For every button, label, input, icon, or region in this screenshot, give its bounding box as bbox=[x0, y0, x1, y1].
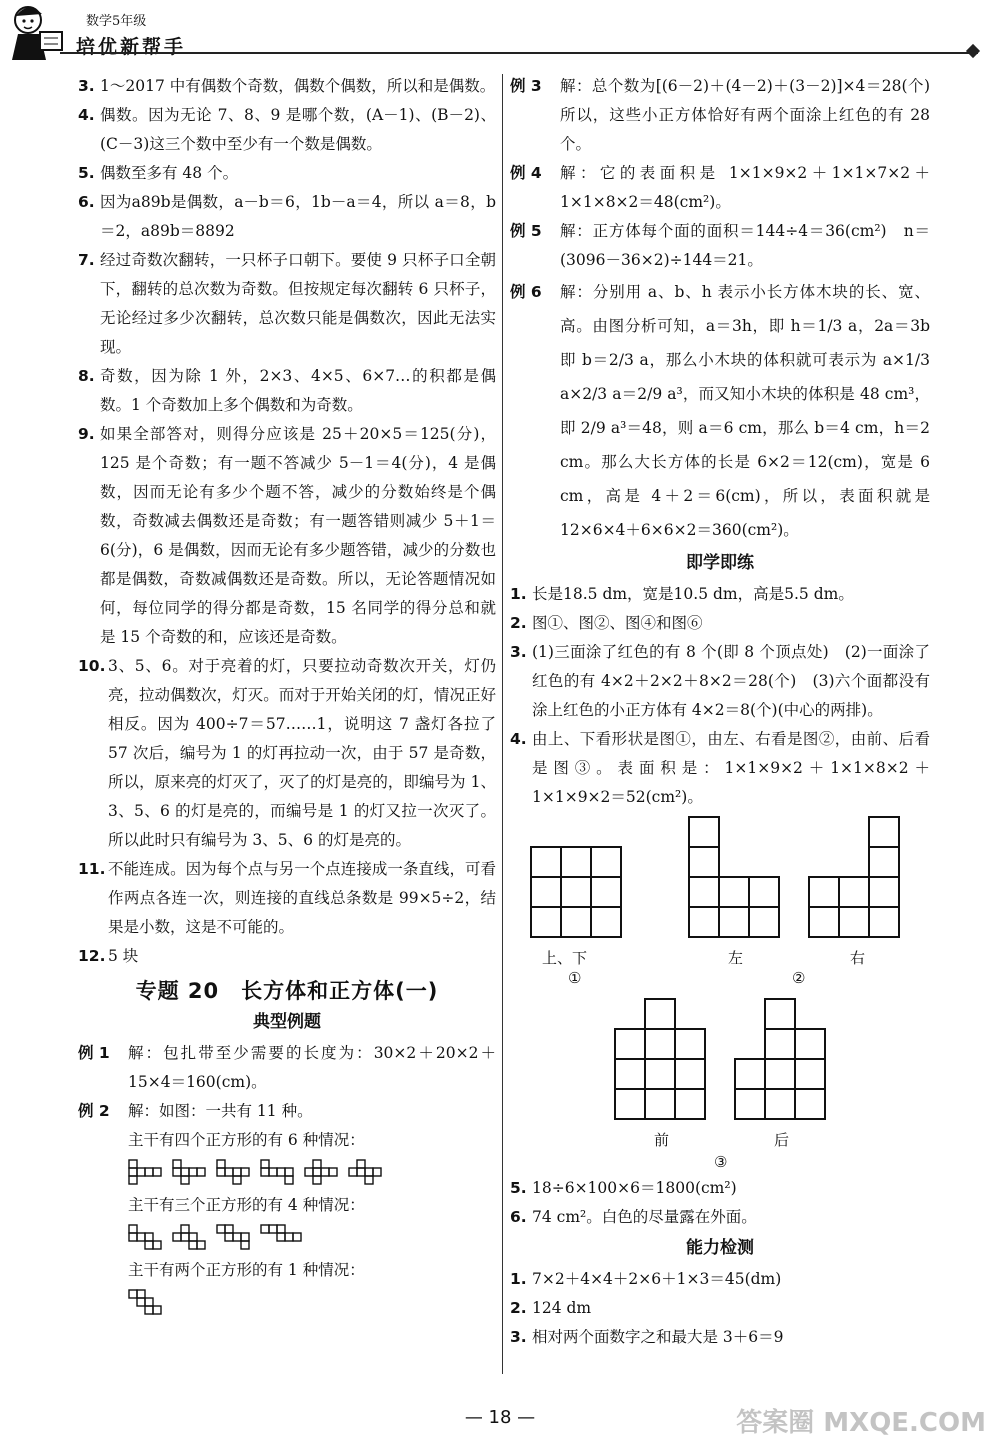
cube-net-drawing bbox=[128, 1159, 162, 1185]
net-square bbox=[189, 1168, 197, 1176]
practice-item: 2. 图①、图②、图④和图⑥ bbox=[510, 614, 703, 632]
net-square bbox=[173, 1233, 181, 1241]
left-column bbox=[78, 72, 496, 1321]
column-divider bbox=[502, 74, 503, 1374]
net-square bbox=[181, 1168, 189, 1176]
case-caption: 主干有三个正方形的有 4 种情况： bbox=[128, 1196, 365, 1214]
net-square bbox=[277, 1225, 285, 1233]
answer-item: 5. 偶数至多有 48 个。 bbox=[78, 164, 239, 182]
net-square bbox=[365, 1168, 373, 1176]
ability-item: 3. 相对两个面数字之和最大是 3＋6＝9 bbox=[510, 1328, 784, 1346]
example-item: 例 1 解：包扎带至少需要的长度为：30×2＋20×2＋15×4＝160(cm)。 bbox=[78, 1044, 496, 1091]
net-square bbox=[217, 1160, 225, 1168]
cube-net-drawing bbox=[128, 1224, 162, 1250]
net-square bbox=[145, 1168, 153, 1176]
topic-title: 专题 20 长方体和正方体(一) bbox=[135, 979, 439, 1003]
cube-net-drawing bbox=[348, 1159, 382, 1185]
case-caption: 主干有两个正方形的有 1 种情况： bbox=[128, 1261, 365, 1279]
fig-label-top-bottom: 上、下 bbox=[542, 949, 588, 967]
net-square bbox=[217, 1168, 225, 1176]
net-square bbox=[129, 1160, 137, 1168]
net-square bbox=[181, 1233, 189, 1241]
net-square bbox=[225, 1233, 233, 1241]
case-caption: 主干有四个正方形的有 6 种情况： bbox=[128, 1131, 365, 1149]
section-heading: 典型例题 bbox=[253, 1012, 321, 1032]
net-square bbox=[129, 1225, 137, 1233]
net-square bbox=[285, 1233, 293, 1241]
fig-number-1: ① bbox=[568, 969, 582, 987]
net-square bbox=[233, 1168, 241, 1176]
net-square bbox=[305, 1168, 313, 1176]
header-rule bbox=[60, 52, 978, 54]
grade-label: 数学5年级 bbox=[86, 14, 147, 29]
fig-number-3: ③ bbox=[714, 1153, 728, 1171]
ability-item: 1. 7×2＋4×4＋2×6＋1×3＝45(dm) bbox=[510, 1270, 782, 1288]
practice-item: 4. 由上、下看形状是图①，由左、右看是图②，由前、后看是图③。表面积是：1×1×9×2＋1×1×8×2＋1×1×9×2＝52(cm²)。 bbox=[510, 730, 930, 806]
example-item: 例 5 解：正方体每个面的面积＝144÷4＝36(cm²) n＝(3096－36×2)÷144＝21。 bbox=[510, 222, 930, 269]
net-shapes-row bbox=[128, 1224, 496, 1256]
fig-label-back: 后 bbox=[774, 1131, 790, 1149]
view-front-figure bbox=[614, 998, 708, 1122]
net-square bbox=[181, 1225, 189, 1233]
net-square bbox=[145, 1233, 153, 1241]
net-square bbox=[285, 1176, 293, 1184]
answer-item: 12. 5 块 bbox=[78, 947, 139, 965]
view-back-figure bbox=[734, 998, 828, 1122]
net-square bbox=[197, 1241, 205, 1249]
net-square bbox=[137, 1298, 145, 1306]
practice-item: 5. 18÷6×100×6＝1800(cm²) bbox=[510, 1179, 737, 1197]
watermark-logo: 答案圈 MXQE.COM bbox=[736, 1408, 986, 1438]
net-square bbox=[129, 1176, 137, 1184]
answer-item: 3. 1～2017 中有偶数个奇数，偶数个偶数，所以和是偶数。 bbox=[78, 77, 496, 95]
practice-item: 6. 74 cm²。白色的尽量露在外面。 bbox=[510, 1208, 757, 1226]
view-figures bbox=[510, 814, 930, 1174]
cube-net-drawing bbox=[172, 1224, 206, 1250]
net-square bbox=[233, 1176, 241, 1184]
net-square bbox=[241, 1241, 249, 1249]
answer-item: 11. 不能连成。因为每个点与另一个点连接成一条直线，可看作两点各连一次，则连接的直线总条数是 99×5÷2，结果是小数，这是不可能的。 bbox=[78, 860, 496, 936]
net-square bbox=[129, 1290, 137, 1298]
net-shapes-row bbox=[128, 1289, 496, 1321]
practice-item: 1. 长是18.5 dm，宽是10.5 dm，高是5.5 dm。 bbox=[510, 585, 854, 603]
net-square bbox=[173, 1160, 181, 1168]
net-square bbox=[285, 1168, 293, 1176]
cube-net-drawing bbox=[260, 1159, 294, 1185]
net-square bbox=[137, 1290, 145, 1298]
net-square bbox=[373, 1168, 381, 1176]
cube-net-drawing bbox=[216, 1224, 250, 1250]
cube-net-drawing bbox=[304, 1159, 338, 1185]
page-header bbox=[0, 0, 1000, 70]
example-item: 例 4 解：它的表面积是 1×1×9×2＋1×1×7×2＋1×1×8×2＝48(cm²)。 bbox=[510, 164, 930, 211]
net-shapes-row bbox=[128, 1159, 496, 1191]
view-left-figure bbox=[688, 816, 782, 940]
net-square bbox=[197, 1168, 205, 1176]
page-number: — 18 — bbox=[464, 1407, 536, 1428]
net-square bbox=[277, 1233, 285, 1241]
cube-net-drawing bbox=[172, 1159, 206, 1185]
answer-item: 7. 经过奇数次翻转，一只杯子口朝下。要使 9 只杯子口全朝下，翻转的总次数为奇数。但按规定每次翻转 6 只杯子，无论经过多少次翻转，总次数只能是偶数次，因此无法实现。 bbox=[78, 251, 496, 356]
net-square bbox=[225, 1168, 233, 1176]
section-heading: 能力检测 bbox=[686, 1238, 754, 1258]
net-square bbox=[145, 1298, 153, 1306]
net-square bbox=[357, 1168, 365, 1176]
net-square bbox=[225, 1225, 233, 1233]
net-square bbox=[269, 1225, 277, 1233]
net-square bbox=[261, 1160, 269, 1168]
net-square bbox=[349, 1168, 357, 1176]
header-diamond-icon bbox=[966, 44, 980, 58]
answer-item: 10. 3、5、6。对于亮着的灯，只要拉动奇数次开关，灯仍亮，拉动偶数次，灯灭。而对于开始关闭的灯，情况正好相反。因为 400÷7＝57……1，说明这 7 盏灯各拉了 57 次后，编号为 1 的灯再拉动一次，由于 57 是奇数，所以，原来亮的灯灭了，灭了的灯是亮的，即编号为 1、3、5、6 的灯是亮的，而编号是 1 的灯又拉一次灭了。所以此时只有编号为 3、5、6 的灯是亮的。 bbox=[78, 657, 496, 849]
answer-item: 6. 因为a89b是偶数，a－b＝6，1b－a＝4，所以 a＝8，b＝2，a89b＝8892 bbox=[78, 193, 496, 240]
net-square bbox=[277, 1168, 285, 1176]
net-square bbox=[153, 1168, 161, 1176]
series-title: 培优新帮手 bbox=[76, 36, 187, 58]
net-square bbox=[173, 1168, 181, 1176]
cube-net-drawing bbox=[260, 1224, 302, 1242]
net-square bbox=[313, 1160, 321, 1168]
fig-label-right: 右 bbox=[850, 949, 866, 967]
right-column bbox=[510, 72, 946, 1352]
net-square bbox=[269, 1168, 277, 1176]
net-square bbox=[329, 1168, 337, 1176]
net-square bbox=[365, 1176, 373, 1184]
net-square bbox=[189, 1233, 197, 1241]
net-square bbox=[313, 1176, 321, 1184]
example-item: 例 3 解：总个数为[(6－2)＋(4－2)＋(3－2)]×4＝28(个) 所以，这些小正方体恰好有两个面涂上红色的有 28 个。 bbox=[510, 77, 946, 153]
net-square bbox=[129, 1233, 137, 1241]
section-heading: 即学即练 bbox=[686, 553, 754, 573]
example-item: 例 2 解：如图：一共有 11 种。 bbox=[78, 1102, 313, 1120]
view-right-figure bbox=[808, 816, 902, 940]
ability-item: 2. 124 dm bbox=[510, 1299, 592, 1317]
net-square bbox=[129, 1168, 137, 1176]
net-square bbox=[261, 1225, 269, 1233]
net-square bbox=[241, 1233, 249, 1241]
net-square bbox=[153, 1306, 161, 1314]
net-square bbox=[189, 1241, 197, 1249]
cube-net-drawing bbox=[128, 1289, 162, 1315]
fig-label-left: 左 bbox=[728, 949, 744, 967]
example-item: 例 6 解：分别用 a、b、h 表示小长方体木块的长、宽、高。由图分析可知，a＝3h，即 h＝1/3 a，2a＝3b 即 b＝2/3 a，那么小木块的体积就可表示为 a×1/3 a×2/3 a＝2/9 a³，而又知小木块的体积是 48 cm³，即 2/9 a³＝48，则 a＝6 cm，那么 b＝4 cm，h＝2 cm。那么大长方体的长是 6×2＝12(cm)，宽是 6 cm，高是 4＋2＝6(cm)，所以，表面积就是 12×6×4＋6×6×2＝360(cm²)。 bbox=[510, 283, 930, 539]
view-top-bottom-figure bbox=[530, 846, 624, 940]
net-square bbox=[145, 1306, 153, 1314]
answer-item: 8. 奇数，因为除 1 外，2×3、4×5、6×7…的积都是偶数。1 个奇数加上多个偶数和为奇数。 bbox=[78, 367, 496, 414]
net-square bbox=[321, 1168, 329, 1176]
fig-number-2: ② bbox=[792, 969, 806, 987]
net-square bbox=[137, 1168, 145, 1176]
net-square bbox=[293, 1233, 301, 1241]
net-square bbox=[313, 1168, 321, 1176]
net-square bbox=[233, 1233, 241, 1241]
net-square bbox=[357, 1160, 365, 1168]
net-square bbox=[181, 1176, 189, 1184]
cube-net-drawing bbox=[216, 1159, 250, 1185]
net-square bbox=[145, 1241, 153, 1249]
net-square bbox=[137, 1233, 145, 1241]
practice-item: 3. (1)三面涂了红色的有 8 个(即 8 个顶点处) (2)一面涂了红色的有 4×2＋2×2＋8×2＝28(个) (3)六个面都没有涂上红色的小正方体有 4×2＝8(个)(中心的两排)。 bbox=[510, 643, 930, 719]
fig-label-front: 前 bbox=[654, 1131, 670, 1149]
answer-item: 9. 如果全部答对，则得分应该是 25＋20×5＝125(分)，125 是个奇数；有一题不答减少 5－1＝4(分)，4 是偶数，因而无论有多少个题不答，减少的分数始终是个偶数，奇数减去偶数还是奇数；有一题答错则减少 5＋1＝6(分)，6 是偶数，因而无论有多少题答错，减少的分数也都是偶数，奇数减偶数还是奇数。所以，无论答题情况如何，每位同学的得分都是奇数，15 名同学的得分总和就是 15 个奇数的和，应该还是奇数。 bbox=[78, 425, 496, 646]
answer-item: 4. 偶数。因为无论 7、8、9 是哪个数，(A－1)、(B－2)、(C－3)这三个数中至少有一个数是偶数。 bbox=[78, 106, 496, 153]
net-square bbox=[217, 1225, 225, 1233]
net-square bbox=[261, 1168, 269, 1176]
net-square bbox=[241, 1168, 249, 1176]
mascot-icon bbox=[6, 2, 66, 66]
net-square bbox=[153, 1241, 161, 1249]
